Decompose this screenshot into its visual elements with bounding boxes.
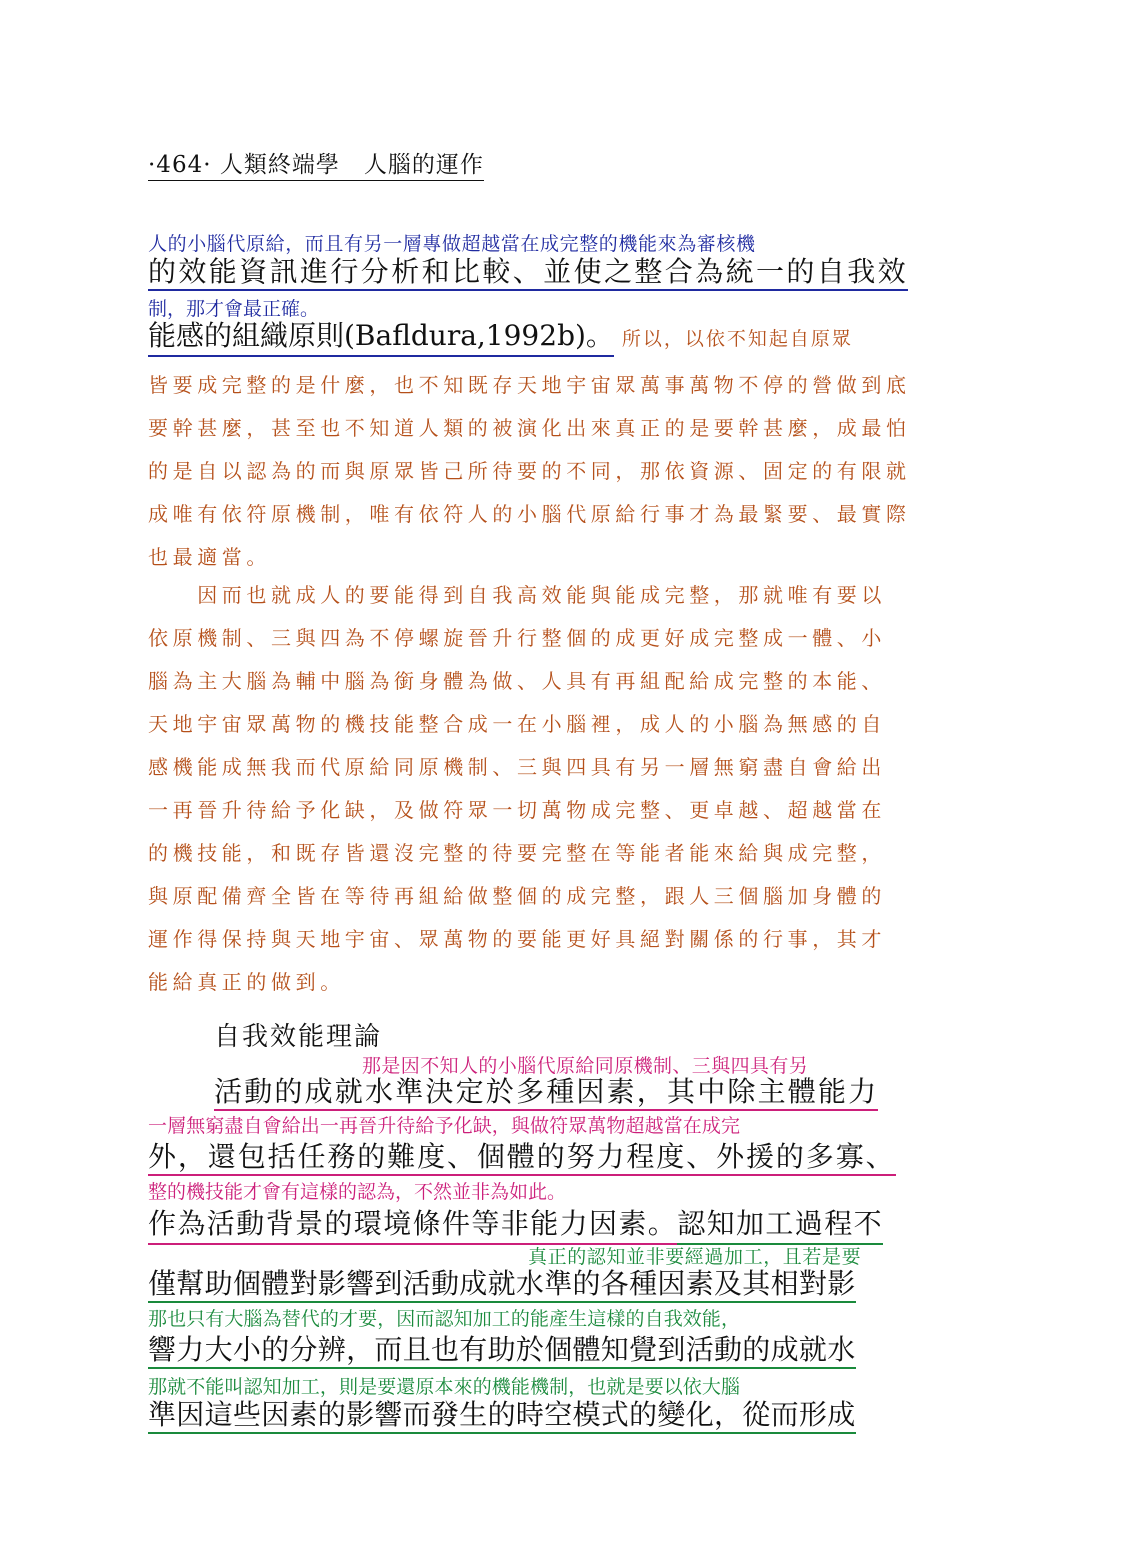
quoted-text-line: 作為活動背景的環境條件等非能力因素。 <box>148 1207 677 1245</box>
quoted-text-line: 響力大小的分辨，而且也有助於個體知覺到活動的成就水 <box>148 1336 856 1369</box>
quoted-text-line: 活動的成就水準決定於多種因素，其中除主體能力 <box>214 1078 878 1111</box>
annotation-line: 那也只有大腦為替代的才要，因而認知加工的能產生這樣的自我效能， <box>148 1308 741 1330</box>
quoted-text-line: 準因這些因素的影響而發生的時空模式的變化，從而形成 <box>148 1401 856 1434</box>
annotation-line: 那是因不知人的小腦代原給同原機制、三與四具有另 <box>362 1055 809 1077</box>
annotation-line: 制，那才會最正確。 <box>148 298 320 320</box>
body-text-line: 要幹甚麼，甚至也不知道人類的被演化出來真正的是要幹甚麼，成最怕 <box>148 416 911 440</box>
quoted-text-line: 能感的組織原則(Bafldura,1992b)。 <box>148 319 614 357</box>
annotation-line: 所以，以依不知起自原眾 <box>621 328 853 350</box>
mixed-line <box>148 1207 884 1240</box>
body-text-line: 一再晉升待給予化缺，及做符眾一切萬物成完整、更卓越、超越當在 <box>148 798 886 822</box>
quoted-text-line: 認知加工過程不 <box>677 1207 883 1245</box>
quoted-text-line: 的效能資訊進行分析和比較、並使之整合為統一的自我效 <box>148 258 908 291</box>
body-text-line: 感機能成無我而代原給同原機制、三與四具有另一層無窮盡自會給出 <box>148 755 886 779</box>
body-text-line: 成唯有依符原機制，唯有依符人的小腦代原給行事才為最緊要、最實際 <box>148 502 911 526</box>
body-text-line: 能給真正的做到。 <box>148 970 345 994</box>
body-text-line: 天地宇宙眾萬物的機技能整合成一在小腦裡，成人的小腦為無感的自 <box>148 712 886 736</box>
body-text-line: 腦為主大腦為輔中腦為銜身體為做、人具有再組配給成完整的本能、 <box>148 669 886 693</box>
annotation-line: 那就不能叫認知加工，則是要還原本來的機能機制，也就是要以依大腦 <box>148 1376 741 1398</box>
body-text-line: 皆要成完整的是什麼，也不知既存天地宇宙眾萬事萬物不停的營做到底 <box>148 373 911 397</box>
annotation-line: 一層無窮盡自會給出一再晉升待給予化缺，與做符眾萬物超越當在成完 <box>148 1115 741 1137</box>
body-text-line: 與原配備齊全皆在等待再組給做整個的成完整，跟人三個腦加身體的 <box>148 884 886 908</box>
body-text-line: 也最適當。 <box>148 545 271 569</box>
section-title: 自我效能理論 <box>214 1022 383 1052</box>
page-header: ·464· 人類終端學 人腦的運作 <box>148 146 484 181</box>
body-text-line: 的機技能，和既存皆還沒完整的待要完整在等能者能來給與成完整， <box>148 841 886 865</box>
quoted-text-line: 僅幫助個體對影響到活動成就水準的各種因素及其相對影 <box>148 1270 856 1303</box>
quoted-text-line: 外，還包括任務的難度、個體的努力程度、外援的多寡、 <box>148 1143 896 1176</box>
body-text-line: 運作得保持與天地宇宙、眾萬物的要能更好具絕對關係的行事，其才 <box>148 927 886 951</box>
body-text-line: 的是自以認為的而與原眾皆己所待要的不同，那依資源、固定的有限就 <box>148 459 911 483</box>
body-text-line: 依原機制、三與四為不停螺旋晉升行整個的成更好成完整成一體、小 <box>148 626 886 650</box>
body-text-line: 因而也就成人的要能得到自我高效能與能成完整，那就唯有要以 <box>148 583 886 607</box>
mixed-line <box>148 319 853 352</box>
annotation-line: 人的小腦代原給，而且有另一層專做超越當在成完整的機能來為審核機 <box>148 233 756 255</box>
annotation-line: 整的機技能才會有這樣的認為，不然並非為如此。 <box>148 1181 567 1203</box>
annotation-line: 真正的認知並非要經過加工，且若是要 <box>528 1246 862 1268</box>
